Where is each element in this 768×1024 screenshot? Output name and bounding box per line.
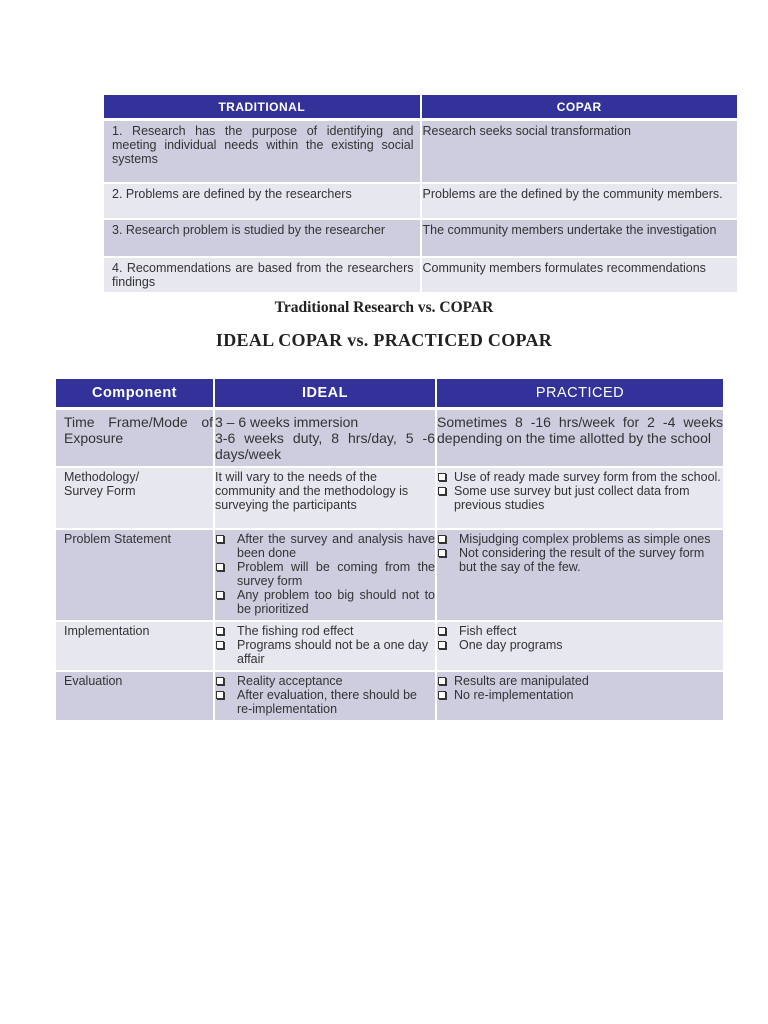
traditional-cell: 1. Research has the purpose of identifying and meeting individual needs within the existing social systems bbox=[104, 120, 421, 183]
header-copar: COPAR bbox=[421, 95, 738, 120]
list-item: After the survey and analysis have been done bbox=[215, 532, 435, 560]
traditional-vs-copar-table bbox=[104, 95, 737, 294]
table-row bbox=[56, 671, 723, 721]
practiced-list bbox=[437, 532, 723, 574]
table-caption: Traditional Research vs. COPAR bbox=[274, 299, 494, 316]
table-row bbox=[104, 219, 737, 257]
practiced-cell bbox=[436, 529, 723, 621]
list-item: Reality acceptance bbox=[215, 674, 435, 688]
list-item: Misjudging complex problems as simple ones bbox=[437, 532, 723, 546]
list-item: The fishing rod effect bbox=[215, 624, 435, 638]
list-item: Not considering the result of the survey form but the say of the few. bbox=[437, 546, 723, 574]
copar-cell: Research seeks social transformation bbox=[421, 120, 738, 183]
table-header-row bbox=[104, 95, 737, 120]
ideal-cell bbox=[214, 671, 436, 721]
table-row bbox=[56, 409, 723, 468]
practiced-cell bbox=[436, 467, 723, 529]
practiced-list bbox=[437, 624, 723, 652]
table-row bbox=[56, 529, 723, 621]
table-header-row bbox=[56, 379, 723, 409]
list-item: Results are manipulated bbox=[437, 674, 723, 688]
traditional-cell: 4. Recommendations are based from the researchers findings bbox=[104, 257, 421, 293]
ideal-vs-practiced-copar-table bbox=[56, 379, 723, 722]
list-item: After evaluation, there should be re-implementation bbox=[215, 688, 435, 716]
ideal-list bbox=[215, 624, 435, 666]
list-item: No re-implementation bbox=[437, 688, 723, 702]
component-cell: Evaluation bbox=[56, 671, 214, 721]
component-cell: Implementation bbox=[56, 621, 214, 671]
ideal-list bbox=[215, 532, 435, 616]
header-traditional: TRADITIONAL bbox=[104, 95, 421, 120]
list-item: Some use survey but just collect data from previous studies bbox=[437, 484, 723, 512]
copar-cell: Community members formulates recommendations bbox=[421, 257, 738, 293]
list-item: Programs should not be a one day affair bbox=[215, 638, 435, 666]
traditional-cell: 3. Research problem is studied by the researcher bbox=[104, 219, 421, 257]
practiced-list bbox=[437, 470, 723, 512]
ideal-cell bbox=[214, 621, 436, 671]
practiced-cell bbox=[436, 621, 723, 671]
header-ideal: IDEAL bbox=[214, 379, 436, 409]
ideal-cell: 3 – 6 weeks immersion 3-6 weeks duty, 8 hrs/day, 5 -6 days/week bbox=[214, 409, 436, 468]
table-row bbox=[104, 257, 737, 293]
table-row bbox=[56, 467, 723, 529]
list-item: Fish effect bbox=[437, 624, 723, 638]
ideal-cell: It will vary to the needs of the community and the methodology is surveying the participants bbox=[214, 467, 436, 529]
copar-cell: Problems are the defined by the community members. bbox=[421, 183, 738, 219]
component-cell: Problem Statement bbox=[56, 529, 214, 621]
component-cell: Methodology/ Survey Form bbox=[56, 467, 214, 529]
practiced-cell bbox=[436, 671, 723, 721]
list-item: Any problem too big should not to be prioritized bbox=[215, 588, 435, 616]
practiced-list bbox=[437, 674, 723, 702]
table-row bbox=[56, 621, 723, 671]
list-item: Use of ready made survey form from the school. bbox=[437, 470, 723, 484]
list-item: One day programs bbox=[437, 638, 723, 652]
copar-cell: The community members undertake the investigation bbox=[421, 219, 738, 257]
practiced-cell: Sometimes 8 -16 hrs/week for 2 -4 weeks depending on the time allotted by the school bbox=[436, 409, 723, 468]
section-heading: IDEAL COPAR vs. PRACTICED COPAR bbox=[215, 330, 553, 350]
header-practiced: PRACTICED bbox=[436, 379, 723, 409]
ideal-cell bbox=[214, 529, 436, 621]
table-row bbox=[104, 120, 737, 183]
traditional-cell: 2. Problems are defined by the researchers bbox=[104, 183, 421, 219]
list-item: Problem will be coming from the survey form bbox=[215, 560, 435, 588]
component-cell: Time Frame/Mode of Exposure bbox=[56, 409, 214, 468]
table-row bbox=[104, 183, 737, 219]
header-component: Component bbox=[56, 379, 214, 409]
ideal-list bbox=[215, 674, 435, 716]
